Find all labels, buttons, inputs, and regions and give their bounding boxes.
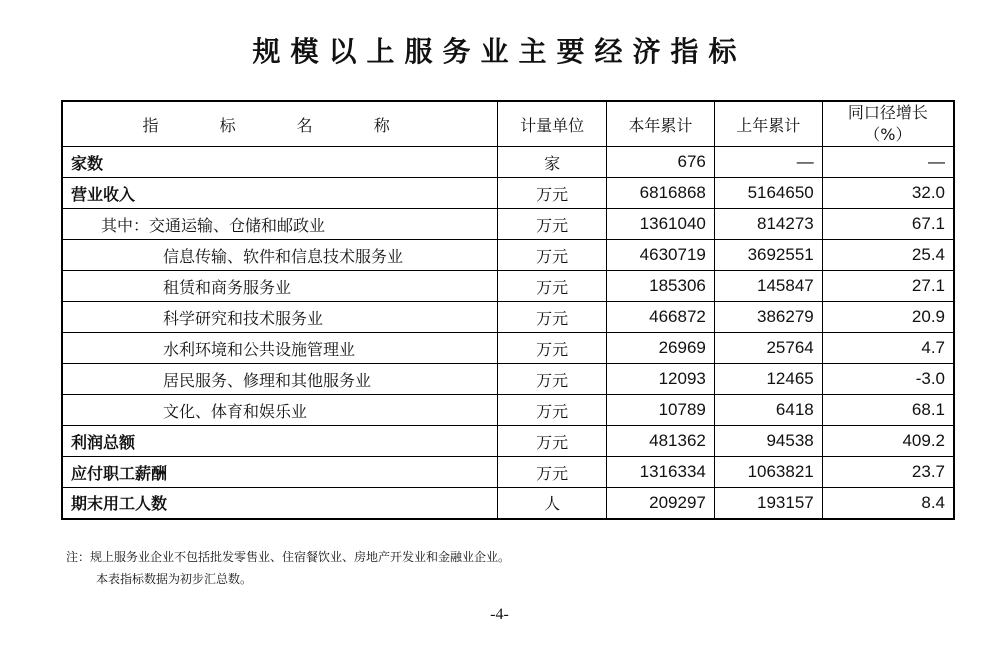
row-current: 185306: [606, 271, 714, 302]
row-unit: 万元: [498, 395, 607, 426]
row-growth: 27.1: [822, 271, 954, 302]
row-unit: 万元: [498, 457, 607, 488]
row-current: 10789: [606, 395, 714, 426]
row-name: 租赁和商务服务业: [62, 271, 498, 302]
row-name: 利润总额: [62, 426, 498, 457]
row-name: 文化、体育和娱乐业: [62, 395, 498, 426]
header-unit: 计量单位: [498, 101, 607, 147]
row-previous: 6418: [714, 395, 822, 426]
row-unit: 万元: [498, 209, 607, 240]
header-name: 指 标 名 称: [62, 101, 498, 147]
row-current: 26969: [606, 333, 714, 364]
table-row: [62, 178, 954, 209]
row-previous: 12465: [714, 364, 822, 395]
row-current: 466872: [606, 302, 714, 333]
row-previous: 94538: [714, 426, 822, 457]
row-name: 应付职工薪酬: [62, 457, 498, 488]
table-row: [62, 271, 954, 302]
row-current: 4630719: [606, 240, 714, 271]
table-row: [62, 364, 954, 395]
row-current: 481362: [606, 426, 714, 457]
table-row: [62, 302, 954, 333]
row-previous: 5164650: [714, 178, 822, 209]
row-current: 676: [606, 147, 714, 178]
header-previous: 上年累计: [714, 101, 822, 147]
row-previous: 25764: [714, 333, 822, 364]
row-name: 水利环境和公共设施管理业: [62, 333, 498, 364]
row-current: 209297: [606, 488, 714, 519]
page-number: -4-: [490, 606, 509, 623]
row-unit: 万元: [498, 333, 607, 364]
row-growth: 68.1: [822, 395, 954, 426]
row-current: 6816868: [606, 178, 714, 209]
row-name: 营业收入: [62, 178, 498, 209]
row-unit: 万元: [498, 302, 607, 333]
row-unit: 万元: [498, 178, 607, 209]
row-unit: 万元: [498, 240, 607, 271]
header-current: 本年累计: [606, 101, 714, 147]
row-previous: —: [714, 147, 822, 178]
row-name: 期末用工人数: [62, 488, 498, 519]
row-current: 1316334: [606, 457, 714, 488]
row-growth: 23.7: [822, 457, 954, 488]
row-previous: 3692551: [714, 240, 822, 271]
table-row: [62, 395, 954, 426]
row-growth: 8.4: [822, 488, 954, 519]
table-row: [62, 457, 954, 488]
row-growth: 20.9: [822, 302, 954, 333]
indicators-table: [61, 100, 955, 520]
row-growth: 32.0: [822, 178, 954, 209]
note-line-2: 本表指标数据为初步汇总数。: [96, 572, 253, 586]
row-previous: 193157: [714, 488, 822, 519]
table-notes: [66, 546, 510, 590]
row-unit: 家: [498, 147, 607, 178]
row-growth: 409.2: [822, 426, 954, 457]
row-name: 科学研究和技术服务业: [62, 302, 498, 333]
table-row: [62, 426, 954, 457]
note-line-1: 注：规上服务业企业不包括批发零售业、住宿餐饮业、房地产开发业和金融业企业。: [66, 550, 511, 564]
row-current: 1361040: [606, 209, 714, 240]
header-growth-unit: （%）: [864, 125, 912, 144]
table-row: [62, 488, 954, 519]
row-unit: 万元: [498, 364, 607, 395]
table-row: [62, 240, 954, 271]
header-growth-label: 同口径增长: [847, 103, 928, 122]
row-name: 其中：交通运输、仓储和邮政业: [62, 209, 498, 240]
row-name: 信息传输、软件和信息技术服务业: [62, 240, 498, 271]
table-row: [62, 147, 954, 178]
row-unit: 万元: [498, 426, 607, 457]
row-unit: 万元: [498, 271, 607, 302]
row-previous: 386279: [714, 302, 822, 333]
row-current: 12093: [606, 364, 714, 395]
row-name: 家数: [62, 147, 498, 178]
row-growth: 4.7: [822, 333, 954, 364]
row-growth: 25.4: [822, 240, 954, 271]
row-growth: 67.1: [822, 209, 954, 240]
row-previous: 145847: [714, 271, 822, 302]
header-growth: [822, 101, 954, 147]
row-growth: —: [822, 147, 954, 178]
row-growth: -3.0: [822, 364, 954, 395]
table-row: [62, 333, 954, 364]
table-row: [62, 209, 954, 240]
row-name: 居民服务、修理和其他服务业: [62, 364, 498, 395]
page-title: 规模以上服务业主要经济指标: [252, 35, 747, 68]
row-previous: 1063821: [714, 457, 822, 488]
row-unit: 人: [498, 488, 607, 519]
table-header-row: [62, 101, 954, 147]
row-previous: 814273: [714, 209, 822, 240]
